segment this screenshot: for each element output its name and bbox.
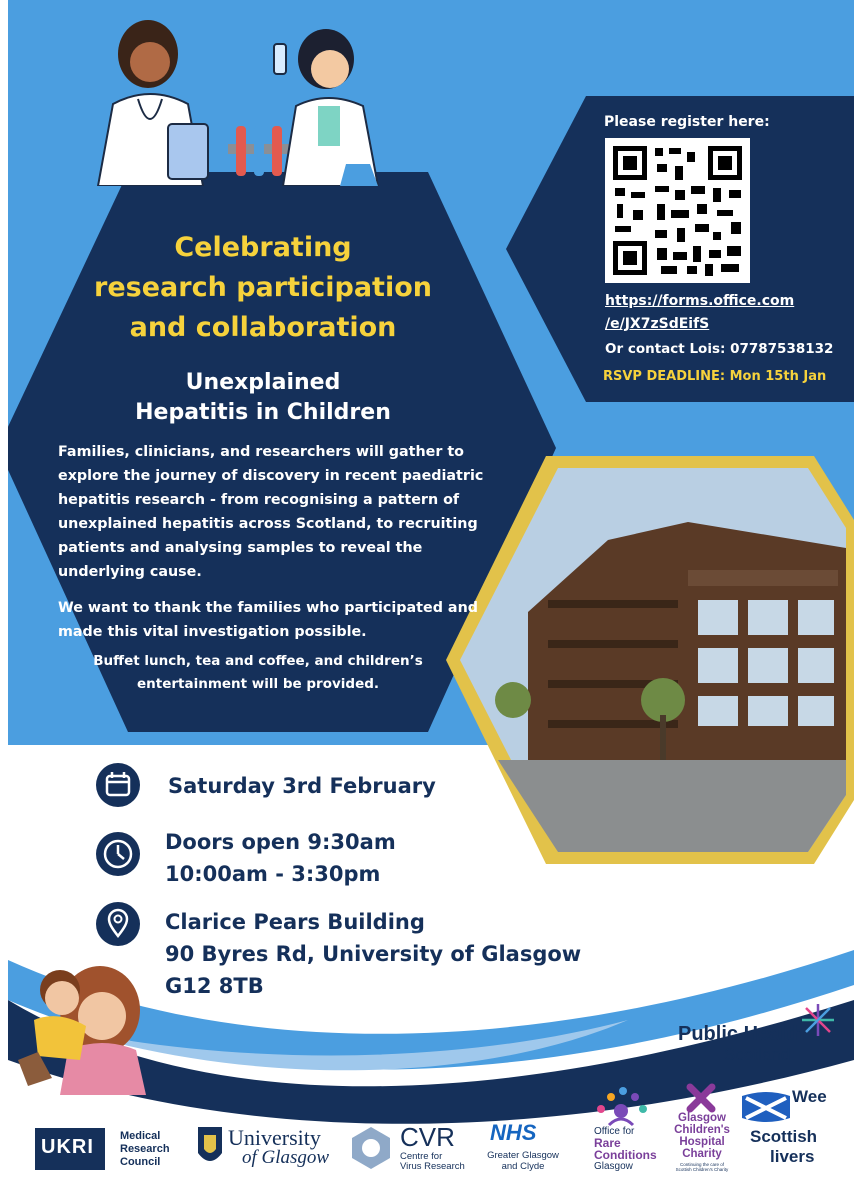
wsl-logo-line-1: Wee bbox=[792, 1087, 827, 1106]
gchc-cross-icon bbox=[686, 1083, 716, 1113]
thanks-line: We want to thank the families who participated and bbox=[58, 600, 478, 616]
headline-line-1: Celebrating bbox=[174, 232, 352, 263]
ukri-logo bbox=[35, 1128, 105, 1170]
orc-logo-line-4: Glasgow bbox=[594, 1161, 633, 1172]
gchc-logo-tagline-line: Continuing the care of bbox=[679, 1162, 725, 1167]
uog-logo-line-1: University bbox=[228, 1125, 321, 1150]
venue-postcode: G12 8TB bbox=[165, 974, 264, 998]
orc-logo-line-3: Conditions bbox=[594, 1148, 657, 1162]
orc-logo-line-2: Rare bbox=[594, 1136, 621, 1150]
description-line: patients and analysing samples to reveal the bbox=[58, 540, 423, 556]
wsl-logo-line-2: Scottish bbox=[750, 1127, 818, 1146]
venue-name: Clarice Pears Building bbox=[165, 910, 425, 934]
nhs-logo-tagline-line: and Clyde bbox=[501, 1161, 545, 1172]
gchc-logo-line: Charity bbox=[682, 1148, 722, 1160]
gchc-logo bbox=[662, 1112, 742, 1160]
description-line: Families, clinicians, and researchers will gather to bbox=[58, 444, 465, 460]
venue-address: 90 Byres Rd, University of Glasgow bbox=[165, 942, 582, 966]
orc-logo-line-1: Office for bbox=[594, 1126, 635, 1137]
uog-crest-icon bbox=[196, 1125, 224, 1169]
subtitle-line-1: Unexplained bbox=[185, 370, 341, 395]
mrc-logo-line: Medical bbox=[120, 1130, 161, 1142]
gchc-logo-tagline-line: Scottish Children's Charity bbox=[675, 1167, 729, 1172]
cvr-virus-icon bbox=[348, 1125, 394, 1171]
mrc-logo-line: Research bbox=[120, 1143, 170, 1155]
provided-line: Buffet lunch, tea and coffee, and children’s bbox=[93, 653, 423, 669]
qr-code-icon bbox=[605, 138, 750, 283]
mrc-logo bbox=[120, 1130, 170, 1169]
cvr-logo-tagline-line: Centre for bbox=[400, 1151, 443, 1162]
phs-star-icon bbox=[798, 1000, 838, 1040]
registration-qr-code[interactable] bbox=[605, 138, 750, 283]
contact-text: Or contact Lois: 07787538132 bbox=[605, 341, 834, 357]
provided-line: entertainment will be provided. bbox=[136, 676, 380, 692]
thanks-line: made this vital investigation possible. bbox=[58, 624, 367, 640]
mrc-logo-line: Council bbox=[120, 1156, 161, 1168]
headline-line-2: research participation bbox=[94, 272, 432, 303]
description-line: unexplained hepatitis across Scotland, to recruiting bbox=[58, 516, 478, 532]
cvr-logo-tagline-line: Virus Research bbox=[400, 1161, 465, 1172]
phs-logo-line-1: Public Health bbox=[678, 1023, 805, 1045]
ukri-logo-text: UKRI bbox=[41, 1136, 94, 1158]
description-line: underlying cause. bbox=[58, 564, 202, 580]
cvr-logo-tagline bbox=[400, 1152, 465, 1172]
gchc-logo-line: Hospital bbox=[679, 1136, 725, 1148]
register-label: Please register here: bbox=[604, 114, 770, 130]
headline-line-3: and collaboration bbox=[129, 312, 397, 343]
cvr-logo-text: CVR bbox=[400, 1122, 455, 1152]
nhs-logo-text: NHS bbox=[490, 1120, 537, 1145]
nhs-logo-tagline bbox=[478, 1150, 568, 1172]
event-poster bbox=[8, 0, 854, 1200]
saltire-flag-icon bbox=[738, 1088, 794, 1126]
rsvp-deadline: RSVP DEADLINE: Mon 15th Jan bbox=[603, 369, 827, 384]
family-illustration bbox=[8, 960, 158, 1095]
scientists-illustration bbox=[78, 14, 398, 186]
phs-logo-line-2: Scotland bbox=[724, 1045, 791, 1064]
clock-icon bbox=[96, 832, 140, 876]
description-line: explore the journey of discovery in recent paediatric bbox=[58, 468, 484, 484]
description-line: hepatitis research - from recognising a pattern of bbox=[58, 492, 460, 508]
nhs-logo bbox=[490, 1120, 550, 1144]
uog-logo-line-2: of Glasgow bbox=[242, 1147, 330, 1168]
event-time: 10:00am - 3:30pm bbox=[165, 862, 381, 886]
subtitle-line-2: Hepatitis in Children bbox=[135, 400, 391, 425]
gchc-logo-line: Glasgow bbox=[678, 1112, 726, 1124]
gchc-logo-line: Children's bbox=[674, 1124, 730, 1136]
wsl-logo-line-3: livers bbox=[770, 1147, 815, 1166]
calendar-icon bbox=[96, 763, 140, 807]
registration-link-line-1[interactable]: https://forms.office.com bbox=[605, 293, 795, 309]
doors-open-time: Doors open 9:30am bbox=[165, 830, 396, 854]
orc-dots-icon bbox=[591, 1085, 649, 1127]
registration-link-line-2[interactable]: /e/JX7zSdEifS bbox=[605, 316, 710, 332]
event-date: Saturday 3rd February bbox=[168, 774, 436, 798]
nhs-logo-tagline-line: Greater Glasgow bbox=[487, 1150, 559, 1161]
location-pin-icon bbox=[96, 902, 140, 946]
gchc-logo-tagline bbox=[664, 1162, 740, 1172]
